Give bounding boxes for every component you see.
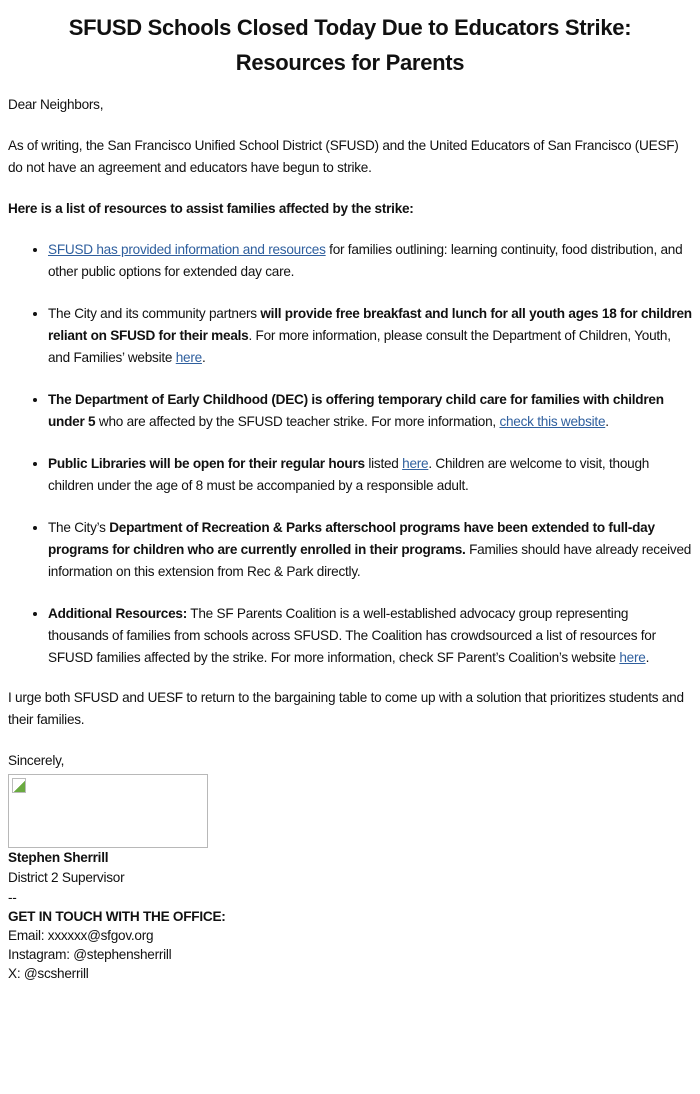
broken-image-icon [12, 778, 26, 793]
signature-block [8, 848, 692, 983]
resource-text: . [605, 414, 609, 429]
email-body [0, 10, 700, 983]
greeting: Dear Neighbors, [8, 97, 104, 112]
separator: -- [8, 890, 17, 905]
resource-bold-text: The Department of Early Childhood (DEC) is offering temporary child care for families with children under 5 [48, 392, 664, 429]
resource-link[interactable]: here [402, 456, 429, 471]
resource-item [48, 603, 692, 669]
resource-link[interactable]: check this website [499, 414, 606, 429]
resource-text: The City and its community partners [48, 306, 261, 321]
signer-role: District 2 Supervisor [8, 870, 125, 885]
resource-item [48, 239, 692, 283]
resource-list [8, 239, 692, 669]
resource-item [48, 389, 692, 433]
resource-bold-text: Additional Resources: [48, 606, 188, 621]
resource-text: The City’s [48, 520, 110, 535]
resource-text: . Children are welcome to visit, though children under the age of 8 must be accompanied by a responsible adult. [48, 456, 650, 493]
signoff: Sincerely, [8, 753, 65, 768]
resource-item [48, 453, 692, 497]
contact-x: X: @scsherrill [8, 966, 89, 981]
intro-paragraph: As of writing, the San Francisco Unified School District (SFUSD) and the United Educators of San Francisco (UESF) do not have an agreement and educators have begun to strike. [8, 138, 679, 175]
resource-text: The SF Parents Coalition is a well-established advocacy group representing thousands of families from schools across SFUSD. The Coalition has crowdsourced a list of resources for SFUSD families affected by the strike. For more information, check SF Parent’s Coalition’s website [48, 606, 656, 665]
resource-link[interactable]: here [619, 650, 646, 665]
contact-instagram: Instagram: @stephensherrill [8, 947, 172, 962]
closing-paragraph: I urge both SFUSD and UESF to return to the bargaining table to come up with a solution that prioritizes students and their families. [8, 690, 684, 727]
resource-text: listed [364, 456, 403, 471]
list-heading: Here is a list of resources to assist families affected by the strike: [8, 201, 414, 216]
resource-text: . [201, 350, 206, 365]
resource-text: who are affected by the SFUSD teacher strike. For more information, [95, 414, 500, 429]
resource-bold-text: will provide free breakfast and lunch for all youth ages 18 for children reliant on SFUSD for their meals [48, 306, 692, 343]
signature-image [8, 774, 208, 848]
resource-item [48, 517, 692, 583]
resource-text: for families outlining: learning continuity, food distribution, and other public options for extended day care. [48, 242, 683, 279]
resource-text: . [645, 650, 650, 665]
contact-heading: GET IN TOUCH WITH THE OFFICE: [8, 909, 226, 924]
contact-email: Email: xxxxxx@sfgov.org [8, 928, 154, 943]
resource-link[interactable]: here [175, 350, 202, 365]
resource-text: Families should have already received information on this extension from Rec & Park directly. [48, 542, 692, 579]
resource-link[interactable]: SFUSD has provided information and resources [48, 242, 326, 257]
resource-bold-text: Department of Recreation & Parks afterschool programs have been extended to full-day programs for children who are currently enrolled in their programs. [48, 520, 655, 557]
resource-text: . For more information, please consult the Department of Children, Youth, and Families’ website [48, 328, 671, 365]
resource-item [48, 303, 692, 369]
page-title: SFUSD Schools Closed Today Due to Educators Strike: Resources for Parents [68, 15, 632, 75]
resource-bold-text: Public Libraries will be open for their regular hours [48, 456, 365, 471]
signer-name: Stephen Sherrill [8, 850, 109, 865]
